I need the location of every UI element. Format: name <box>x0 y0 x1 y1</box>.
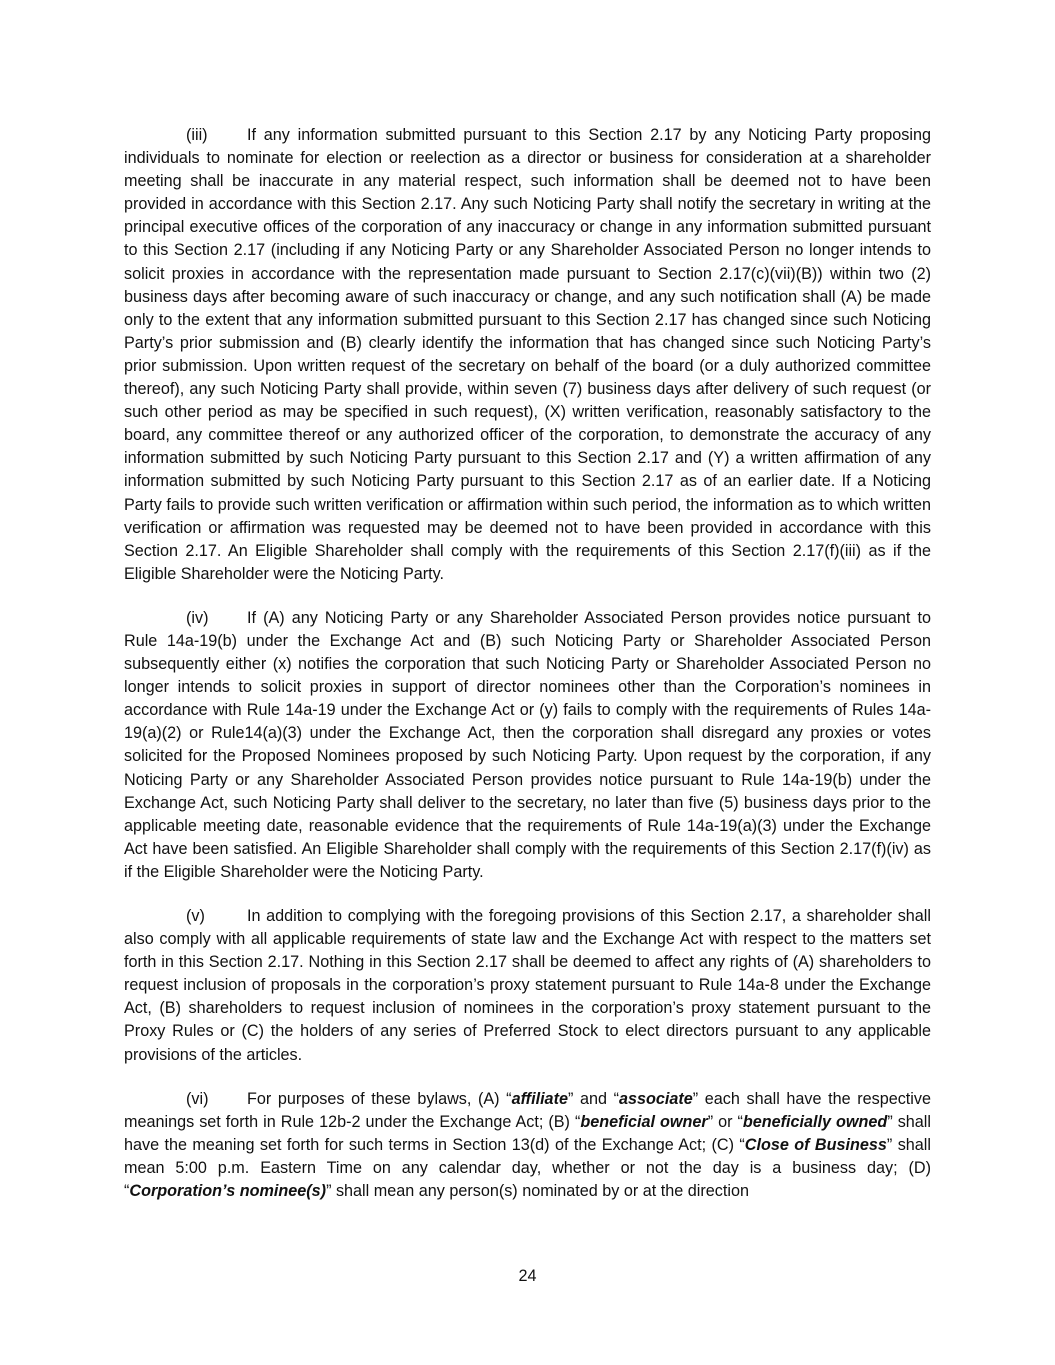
paragraph-text <box>124 907 931 1064</box>
text-segment: ” and “ <box>567 1089 619 1108</box>
paragraph-text <box>124 609 931 881</box>
paragraph-number: (vi) <box>186 1089 209 1108</box>
text-segment: If any information submitted pursuant to this Section 2.17 by any Noticing Party proposing individuals to nominate for election or reelection as a director or business for consideration at a shareholder meeting shall be inaccurate in any material respect, such information shall be deemed not to have been provided in accordance with this Section 2.17. Any such Noticing Party shall notify the secretary in writing at the principal executive offices of the corporation of any inaccuracy or change in any information submitted pursuant to this Section 2.17 (including if any Noticing Party or any Shareholder Associated Person no longer intends to solicit proxies in accordance with the representation made pursuant to Section 2.17(c)(vii)(B)) within two (2) business days after becoming aware of such inaccuracy or change, and any such notification shall (A) be made only to the extent that any information submitted pursuant to this Section 2.17 has changed since such Noticing Party’s prior submission and (B) clearly identify the information that has changed since such Noticing Party’s prior submission. Upon written request of the secretary on behalf of the board (or a duly authorized committee thereof), any such Noticing Party shall provide, within seven (7) business days after delivery of such request (or such other period as may be specified in such request), (X) written verification, reasonably satisfactory to the board, any committee thereof or any authorized officer of the corporation, to demonstrate the accuracy of any information submitted by such Noticing Party pursuant to this Section 2.17 and (Y) a written affirmation of any information submitted by such Noticing Party pursuant to this Section 2.17 as of an earlier date. If a Noticing Party fails to provide such written verification or affirmation within such period, the information as to which written verification or affirmation was requested may be deemed not to have been provided in accordance with this Section 2.17. An Eligible Shareholder shall comply with the requirements of this Section 2.17(f)(iii) as if the Eligible Shareholder were the Noticing Party. <box>124 126 931 583</box>
paragraph-iii <box>124 124 931 586</box>
defined-term: Corporation’s nominee(s) <box>129 1182 327 1201</box>
paragraph-vi <box>124 1088 931 1203</box>
paragraph-number: (iv) <box>186 608 209 627</box>
text-segment: In addition to complying with the foregoing provisions of this Section 2.17, a shareholder shall also comply with all applicable requirements of state law and the Exchange Act with respect to the matters set forth in this Section 2.17. Nothing in this Section 2.17 shall be deemed to affect any rights of (A) shareholders to request inclusion of proposals in the corporation’s proxy statement pursuant to Rule 14a-8 under the Exchange Act, (B) shareholders to request inclusion of nominees in the corporation’s proxy statement pursuant to the Proxy Rules or (C) the holders of any series of Preferred Stock to elect directors pursuant to any applicable provisions of the articles. <box>124 907 931 1064</box>
text-segment: ” or “ <box>707 1112 743 1131</box>
text-segment: ” shall mean 5:00 p.m. Eastern Time on any calendar day, whether or not the day is a business day; (D) “ <box>124 1135 931 1201</box>
document-page <box>124 124 931 1224</box>
text-segment: If (A) any Noticing Party or any Shareholder Associated Person provides notice pursuant to Rule 14a-19(b) under the Exchange Act and (B) such Noticing Party or Shareholder Associated Person subsequently either (x) notifies the corporation that such Noticing Party or Shareholder Associated Person no longer intends to solicit proxies in support of director nominees other than the Corporation’s nominees in accordance with Rule 14a-19 under the Exchange Act or (y) fails to comply with the requirements of Rules 14a-19(a)(2) or Rule14(a)(3) under the Exchange Act, then the corporation shall disregard any proxies or votes solicited for the Proposed Nominees proposed by such Noticing Party. Upon request by the corporation, if any Noticing Party or any Shareholder Associated Person provides notice pursuant to Rule 14a-19(b) under the Exchange Act, such Noticing Party shall deliver to the secretary, no later than five (5) business days prior to the applicable meeting date, reasonable evidence that the requirements of Rule 14a-19(a)(3) under the Exchange Act have been satisfied. An Eligible Shareholder shall comply with the requirements of this Section 2.17(f)(iv) as if the Eligible Shareholder were the Noticing Party. <box>124 608 931 881</box>
paragraph-iv <box>124 607 931 884</box>
text-segment: For purposes of these bylaws, (A) “ <box>247 1089 512 1108</box>
text-segment: ” shall have the meaning set forth for such terms in Section 13(d) of the Exchange Act; (C) “ <box>124 1112 931 1154</box>
text-segment: ” each shall have the respective meanings set forth in Rule 12b-2 under the Exchange Act; (B) “ <box>124 1089 931 1131</box>
paragraph-number: (v) <box>186 907 205 925</box>
paragraph-text <box>124 126 931 583</box>
text-segment: ” shall mean any person(s) nominated by or at the direction <box>326 1182 749 1201</box>
defined-term: Close of Business <box>744 1135 887 1154</box>
page-number: 24 <box>518 1267 537 1285</box>
defined-term: affiliate <box>511 1089 568 1108</box>
defined-term: associate <box>618 1089 693 1108</box>
defined-term: beneficially owned <box>742 1112 888 1131</box>
paragraph-v <box>124 905 931 1067</box>
defined-term: beneficial owner <box>580 1112 708 1131</box>
paragraph-number: (iii) <box>186 126 208 144</box>
